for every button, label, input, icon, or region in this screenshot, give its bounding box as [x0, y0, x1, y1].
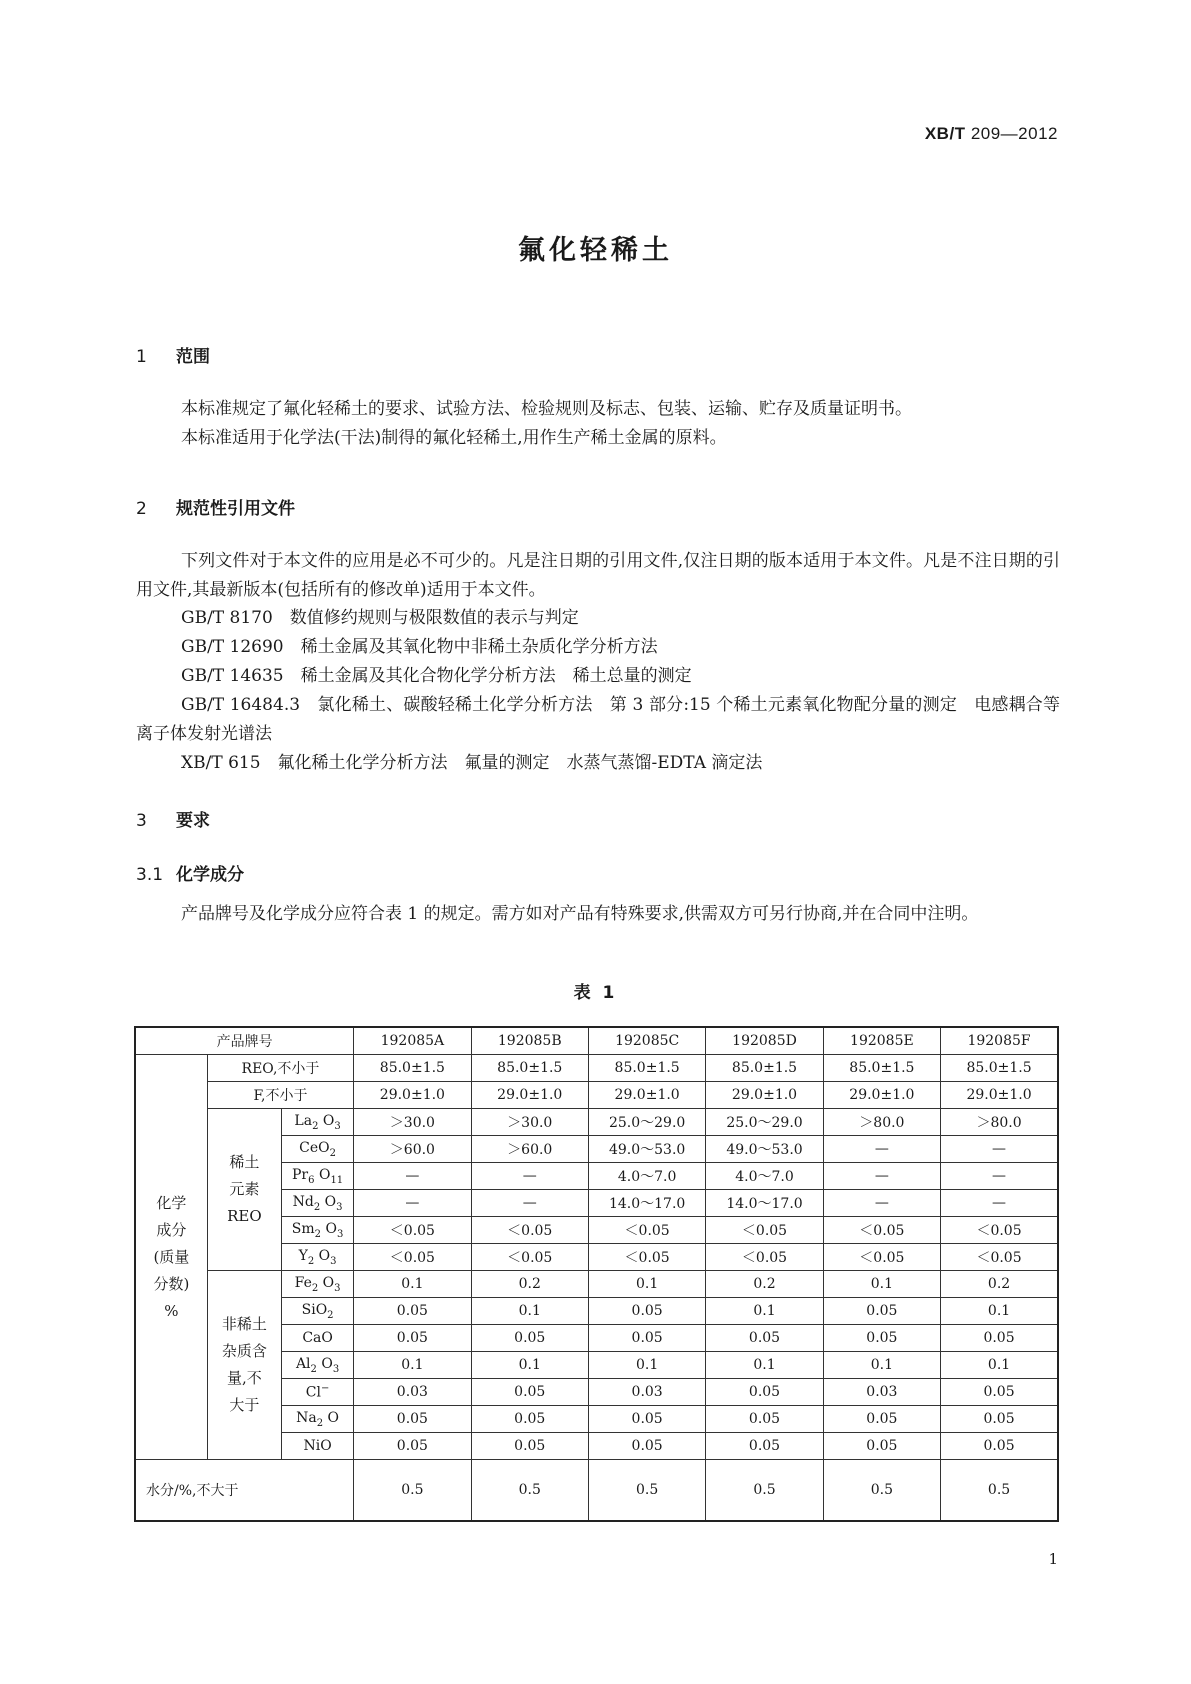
value-cell: 85.0±1.5 — [471, 1055, 588, 1082]
formula-part: O — [314, 1247, 331, 1264]
formula-part: 3 — [334, 1120, 341, 1132]
standard-code: XB/T 209—2012 — [924, 124, 1058, 143]
section-1-heading: 1 范围 — [136, 347, 210, 367]
label-line: 稀土 — [229, 1153, 260, 1171]
value-cell: 49.0～53.0 — [588, 1136, 705, 1163]
formula-part: La — [294, 1112, 313, 1129]
value-cell: 85.0±1.5 — [354, 1055, 471, 1082]
reference-item: GB/T 12690 稀土金属及其氧化物中非稀土杂质化学分析方法 — [181, 637, 658, 657]
component-formula — [281, 1109, 353, 1136]
formula-part: 2 — [312, 1120, 319, 1132]
impurity-group-label — [207, 1271, 281, 1460]
value-cell: 25.0～29.0 — [588, 1109, 705, 1136]
value-cell: 0.1 — [354, 1271, 471, 1298]
value-cell: 0.1 — [941, 1352, 1058, 1379]
value-cell: 14.0～17.0 — [706, 1190, 823, 1217]
grade-header: 192085E — [823, 1027, 940, 1055]
value-cell: 29.0±1.0 — [823, 1082, 940, 1109]
formula-part: Pr — [292, 1166, 309, 1183]
grade-header: 192085D — [706, 1027, 823, 1055]
formula-part: Cl — [305, 1384, 321, 1401]
grade-header: 192085B — [471, 1027, 588, 1055]
formula-part: Y — [298, 1247, 308, 1264]
formula-part: 2 — [327, 1309, 334, 1321]
value-cell: 0.5 — [706, 1460, 823, 1522]
value-cell: 14.0～17.0 — [588, 1190, 705, 1217]
value-cell: 0.5 — [588, 1460, 705, 1522]
reference-item: GB/T 16484.3 氯化稀土、碳酸轻稀土化学分析方法 第 3 部分:15 个稀土元素氧化物配分量的测定 电感耦合等离子体发射光谱法 — [136, 695, 1060, 744]
component-formula — [281, 1163, 353, 1190]
value-cell: — — [354, 1190, 471, 1217]
value-cell: ＜0.05 — [588, 1244, 705, 1271]
value-cell: 0.05 — [588, 1406, 705, 1433]
label-line: 大于 — [229, 1396, 260, 1414]
formula-part: 2 — [310, 1363, 317, 1375]
formula-part: Al — [295, 1355, 311, 1372]
formula-part: O — [318, 1112, 335, 1129]
component-formula — [281, 1298, 353, 1325]
label-line: REO — [227, 1207, 262, 1225]
value-cell: 0.05 — [941, 1406, 1058, 1433]
value-cell: ＞60.0 — [471, 1136, 588, 1163]
formula-part: 3 — [332, 1363, 340, 1375]
f-label: F,不小于 — [207, 1082, 353, 1109]
value-cell: 0.05 — [941, 1379, 1058, 1406]
section-3-heading: 3 要求 — [136, 811, 210, 831]
component-formula — [281, 1433, 353, 1460]
value-cell: 0.03 — [354, 1379, 471, 1406]
value-cell: 0.2 — [706, 1271, 823, 1298]
reference-list — [136, 604, 1060, 778]
value-cell: 0.05 — [706, 1433, 823, 1460]
value-cell: ＜0.05 — [354, 1244, 471, 1271]
component-formula — [281, 1379, 353, 1406]
component-formula — [281, 1406, 353, 1433]
label-line: 化学 — [156, 1193, 187, 1212]
label-line: 成分 — [156, 1220, 187, 1239]
value-cell: 0.1 — [823, 1352, 940, 1379]
value-cell: 0.5 — [354, 1460, 471, 1522]
value-cell: 0.5 — [941, 1460, 1058, 1522]
value-cell: 0.05 — [354, 1298, 471, 1325]
formula-part: Na — [296, 1409, 317, 1426]
value-cell: 0.05 — [588, 1298, 705, 1325]
value-cell: 0.5 — [471, 1460, 588, 1522]
value-cell: 0.1 — [706, 1298, 823, 1325]
grade-header: 192085A — [354, 1027, 471, 1055]
value-cell: 0.05 — [706, 1379, 823, 1406]
formula-part: 3 — [336, 1228, 344, 1240]
value-cell: ＜0.05 — [706, 1217, 823, 1244]
value-cell: 0.1 — [823, 1271, 940, 1298]
formula-part: O — [321, 1220, 337, 1237]
formula-part: O — [314, 1166, 331, 1183]
value-cell: ＜0.05 — [706, 1244, 823, 1271]
value-cell: 85.0±1.5 — [823, 1055, 940, 1082]
formula-part: 6 — [308, 1174, 315, 1186]
value-cell: 0.05 — [588, 1433, 705, 1460]
value-cell: — — [941, 1136, 1058, 1163]
label-line: 元素 — [229, 1180, 260, 1198]
formula-part: 3 — [336, 1201, 343, 1213]
value-cell: 85.0±1.5 — [706, 1055, 823, 1082]
reo-label: REO,不小于 — [207, 1055, 353, 1082]
header-grade-label: 产品牌号 — [135, 1027, 354, 1055]
value-cell: 0.1 — [588, 1271, 705, 1298]
value-cell: 0.05 — [588, 1325, 705, 1352]
value-cell: ＜0.05 — [471, 1217, 588, 1244]
value-cell: 25.0～29.0 — [706, 1109, 823, 1136]
value-cell: 29.0±1.0 — [588, 1082, 705, 1109]
value-cell: ＞80.0 — [823, 1109, 940, 1136]
value-cell: 0.05 — [471, 1325, 588, 1352]
component-formula — [281, 1271, 353, 1298]
value-cell: 4.0～7.0 — [588, 1163, 705, 1190]
value-cell: 0.05 — [706, 1406, 823, 1433]
value-cell: 0.05 — [354, 1406, 471, 1433]
specification-table — [134, 1026, 1059, 1522]
value-cell: 0.05 — [471, 1379, 588, 1406]
label-line: 杂质含 — [221, 1342, 267, 1360]
formula-part: CaO — [302, 1330, 333, 1346]
formula-part: 2 — [329, 1147, 337, 1159]
normative-intro: 下列文件对于本文件的应用是必不可少的。凡是注日期的引用文件,仅注日期的版本适用于本文件。凡是不注日期的引用文件,其最新版本(包括所有的修改单)适用于本文件。 — [136, 551, 1060, 600]
value-cell: 0.03 — [823, 1379, 940, 1406]
value-cell: — — [941, 1190, 1058, 1217]
formula-part: Sm — [291, 1220, 315, 1237]
value-cell: ＜0.05 — [941, 1244, 1058, 1271]
formula-part: CeO — [299, 1139, 330, 1156]
value-cell: 0.05 — [471, 1406, 588, 1433]
value-cell: 0.1 — [706, 1352, 823, 1379]
value-cell: 29.0±1.0 — [354, 1082, 471, 1109]
label-line: 量,不 — [226, 1369, 262, 1387]
scope-paragraph: 本标准规定了氟化轻稀土的要求、试验方法、检验规则及标志、包装、运输、贮存及质量证明书。 — [181, 399, 912, 419]
value-cell: — — [471, 1163, 588, 1190]
scope-text — [136, 395, 1060, 453]
formula-part: O — [316, 1355, 333, 1372]
formula-part: 3 — [330, 1255, 337, 1267]
component-formula — [281, 1352, 353, 1379]
value-cell: — — [941, 1163, 1058, 1190]
value-cell: 0.1 — [588, 1352, 705, 1379]
value-cell: ＜0.05 — [471, 1244, 588, 1271]
formula-part: O — [318, 1274, 335, 1291]
table-caption: 表 1 — [573, 983, 618, 1003]
value-cell: — — [823, 1190, 940, 1217]
value-cell: 0.1 — [354, 1352, 471, 1379]
value-cell: 0.05 — [941, 1433, 1058, 1460]
rare-earth-group-label — [207, 1109, 281, 1271]
value-cell: ＜0.05 — [941, 1217, 1058, 1244]
formula-part: 2 — [316, 1417, 324, 1429]
component-formula — [281, 1190, 353, 1217]
label-line: % — [164, 1301, 179, 1320]
value-cell: 0.05 — [823, 1406, 940, 1433]
scope-paragraph: 本标准适用于化学法(干法)制得的氟化轻稀土,用作生产稀土金属的原料。 — [181, 428, 727, 448]
grade-header: 192085F — [941, 1027, 1058, 1055]
formula-part: Fe — [294, 1274, 312, 1291]
value-cell: — — [823, 1163, 940, 1190]
value-cell: 29.0±1.0 — [706, 1082, 823, 1109]
moisture-label: 水分/%,不大于 — [135, 1460, 354, 1522]
value-cell: 85.0±1.5 — [588, 1055, 705, 1082]
formula-part: 2 — [307, 1255, 315, 1267]
formula-part: O — [320, 1193, 337, 1210]
document-title: 氟化轻稀土 — [518, 235, 673, 266]
value-cell: 0.03 — [588, 1379, 705, 1406]
label-line: 分数) — [153, 1274, 190, 1293]
value-cell: — — [823, 1136, 940, 1163]
composition-group-label — [135, 1055, 207, 1460]
formula-part: 2 — [311, 1282, 319, 1294]
value-cell: 0.05 — [706, 1325, 823, 1352]
formula-part: SiO — [301, 1301, 328, 1318]
value-cell: 4.0～7.0 — [706, 1163, 823, 1190]
value-cell: 0.5 — [823, 1460, 940, 1522]
value-cell: ＞80.0 — [941, 1109, 1058, 1136]
reference-item: GB/T 14635 稀土金属及其化合物化学分析方法 稀土总量的测定 — [181, 666, 692, 686]
value-cell: 0.05 — [823, 1298, 940, 1325]
value-cell: ＞30.0 — [471, 1109, 588, 1136]
formula-part: 11 — [330, 1174, 344, 1186]
value-cell: 0.05 — [823, 1325, 940, 1352]
reference-item: XB/T 615 氟化稀土化学分析方法 氟量的测定 水蒸气蒸馏-EDTA 滴定法 — [181, 753, 763, 773]
value-cell: 49.0～53.0 — [706, 1136, 823, 1163]
chemical-composition-text: 产品牌号及化学成分应符合表 1 的规定。需方如对产品有特殊要求,供需双方可另行协商,并在合同中注明。 — [181, 904, 979, 924]
value-cell: 0.1 — [941, 1298, 1058, 1325]
value-cell: 29.0±1.0 — [941, 1082, 1058, 1109]
value-cell: ＞30.0 — [354, 1109, 471, 1136]
value-cell: — — [471, 1190, 588, 1217]
value-cell: 0.2 — [471, 1271, 588, 1298]
grade-header: 192085C — [588, 1027, 705, 1055]
value-cell: 0.1 — [471, 1352, 588, 1379]
value-cell: 85.0±1.5 — [941, 1055, 1058, 1082]
value-cell: 0.1 — [471, 1298, 588, 1325]
value-cell: ＜0.05 — [823, 1244, 940, 1271]
value-cell: 0.2 — [941, 1271, 1058, 1298]
page-number: 1 — [1048, 1550, 1058, 1568]
label-line: (质量 — [153, 1247, 190, 1266]
component-formula — [281, 1217, 353, 1244]
formula-part: 2 — [314, 1228, 322, 1240]
component-formula — [281, 1244, 353, 1271]
value-cell: ＜0.05 — [588, 1217, 705, 1244]
reference-item: GB/T 8170 数值修约规则与极限数值的表示与判定 — [181, 608, 579, 628]
value-cell: 29.0±1.0 — [471, 1082, 588, 1109]
value-cell: 0.05 — [823, 1433, 940, 1460]
formula-part: O — [323, 1409, 340, 1426]
formula-part: − — [320, 1383, 330, 1395]
value-cell: 0.05 — [471, 1433, 588, 1460]
label-line: 非稀土 — [221, 1315, 267, 1333]
formula-part: NiO — [303, 1438, 332, 1454]
value-cell: ＜0.05 — [354, 1217, 471, 1244]
formula-part: 2 — [313, 1201, 321, 1213]
value-cell: ＞60.0 — [354, 1136, 471, 1163]
value-cell: ＜0.05 — [823, 1217, 940, 1244]
value-cell: 0.05 — [941, 1325, 1058, 1352]
component-formula — [281, 1136, 353, 1163]
section-3-1-heading: 3.1 化学成分 — [136, 865, 244, 885]
value-cell: 0.05 — [354, 1433, 471, 1460]
formula-part: 3 — [334, 1282, 341, 1294]
component-formula — [281, 1325, 353, 1352]
value-cell: — — [354, 1163, 471, 1190]
section-2-heading: 2 规范性引用文件 — [136, 499, 295, 519]
formula-part: Nd — [292, 1193, 314, 1210]
value-cell: 0.05 — [354, 1325, 471, 1352]
